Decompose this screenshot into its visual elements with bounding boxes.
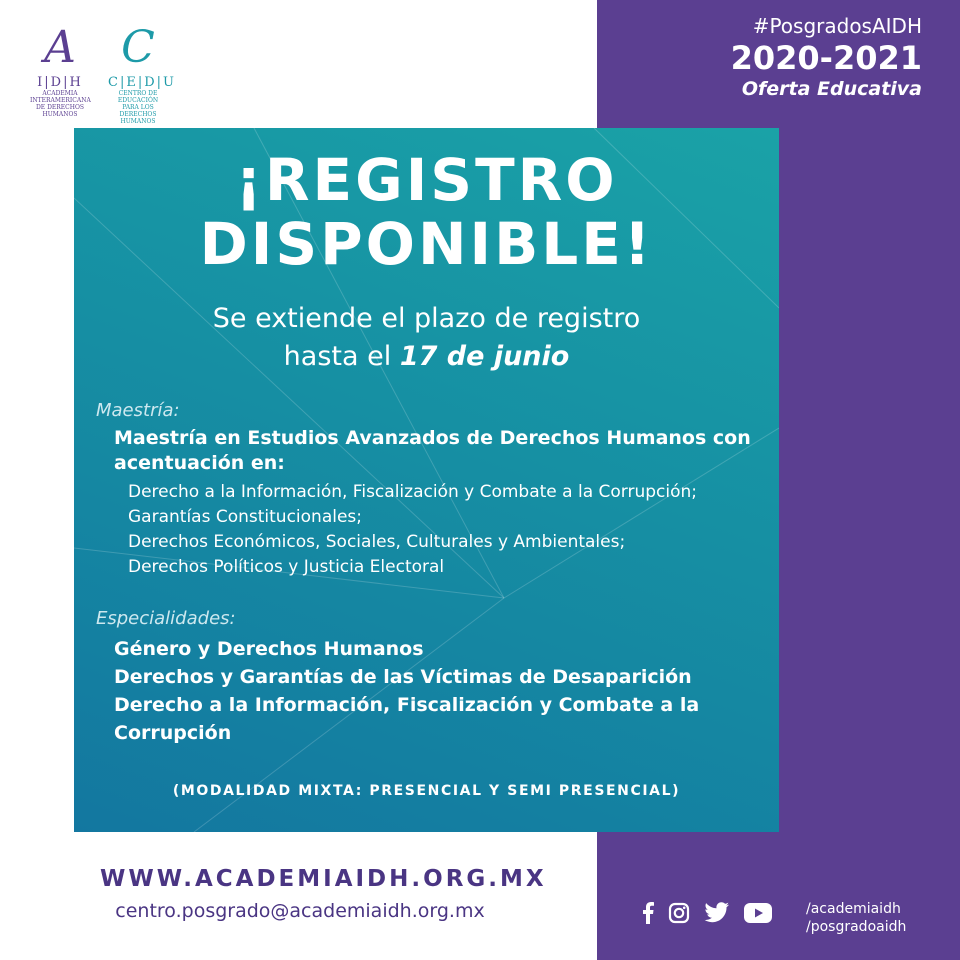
list-item: Derecho a la Información, Fiscalización y Combate a la Corrupción: [114, 694, 700, 744]
social-handles: [806, 900, 906, 936]
aidh-logo-mark: I|D|H: [37, 75, 83, 90]
cedu-logo-letter: C: [121, 22, 155, 73]
website-link[interactable]: WWW.ACADEMIAIDH.ORG.MX: [100, 866, 547, 892]
especialidades-list: [114, 635, 744, 747]
modalidad-note: (MODALIDAD MIXTA: PRESENCIAL Y SEMI PRESENCIAL): [172, 783, 681, 799]
deadline-line-2: [74, 338, 779, 376]
list-item: Género y Derechos Humanos: [114, 638, 424, 660]
email-link[interactable]: centro.posgrado@academiaidh.org.mx: [115, 900, 485, 922]
oferta-educativa: Oferta Educativa: [741, 78, 922, 100]
list-item: Garantías Constitucionales;: [128, 507, 362, 527]
cedu-logo-line2: PARA LOS DERECHOS: [119, 104, 157, 118]
social-icons: [642, 902, 772, 924]
title-line-1: ¡REGISTRO: [235, 146, 618, 214]
cedu-logo-mark: C|E|D|U: [108, 75, 176, 90]
header-right: [731, 14, 922, 100]
registration-panel: [74, 128, 779, 832]
cedu-logo: [108, 22, 176, 125]
accentuation-list: [128, 480, 697, 580]
cedu-logo-line1: CENTRO DE EDUCACIÓN: [117, 90, 159, 104]
list-item: Derechos Políticos y Justicia Electoral: [128, 557, 445, 577]
facebook-icon[interactable]: [642, 902, 654, 924]
twitter-icon[interactable]: [704, 902, 730, 924]
instagram-icon[interactable]: [668, 902, 690, 924]
aidh-logo-line2: INTERAMERICANA: [30, 97, 91, 104]
deadline-date: 17 de junio: [399, 341, 570, 372]
aidh-logo-line3: DE DERECHOS HUMANOS: [35, 104, 85, 118]
maestria-label: Maestría:: [96, 400, 180, 421]
cedu-logo-line3: HUMANOS: [120, 118, 156, 125]
handle-academiaidh[interactable]: /academiaidh: [806, 901, 901, 917]
deadline-line-1: Se extiende el plazo de registro: [212, 303, 641, 334]
especialidades-label: Especialidades:: [96, 608, 236, 629]
title-line-2: DISPONIBLE!: [199, 210, 654, 278]
maestria-program: Maestría en Estudios Avanzados de Derechos Humanos con acentuación en:: [114, 427, 751, 474]
list-item: Derechos y Garantías de las Víctimas de Desaparición: [114, 666, 692, 688]
deadline-prefix: hasta el: [283, 341, 400, 372]
aidh-logo: [30, 22, 91, 118]
aidh-logo-line1: ACADEMIA: [42, 90, 78, 97]
list-item: Derechos Económicos, Sociales, Culturales y Ambientales;: [128, 532, 626, 552]
deadline-notice: [74, 300, 779, 376]
years-heading: 2020-2021: [730, 39, 922, 77]
hashtag[interactable]: #PosgradosAIDH: [752, 14, 922, 38]
page-title: [74, 148, 779, 276]
handle-posgradoaidh[interactable]: /posgradoaidh: [806, 919, 907, 935]
aidh-logo-letter: A: [44, 22, 76, 73]
youtube-icon[interactable]: [744, 903, 772, 923]
list-item: Derecho a la Información, Fiscalización y Combate a la Corrupción;: [128, 482, 698, 502]
